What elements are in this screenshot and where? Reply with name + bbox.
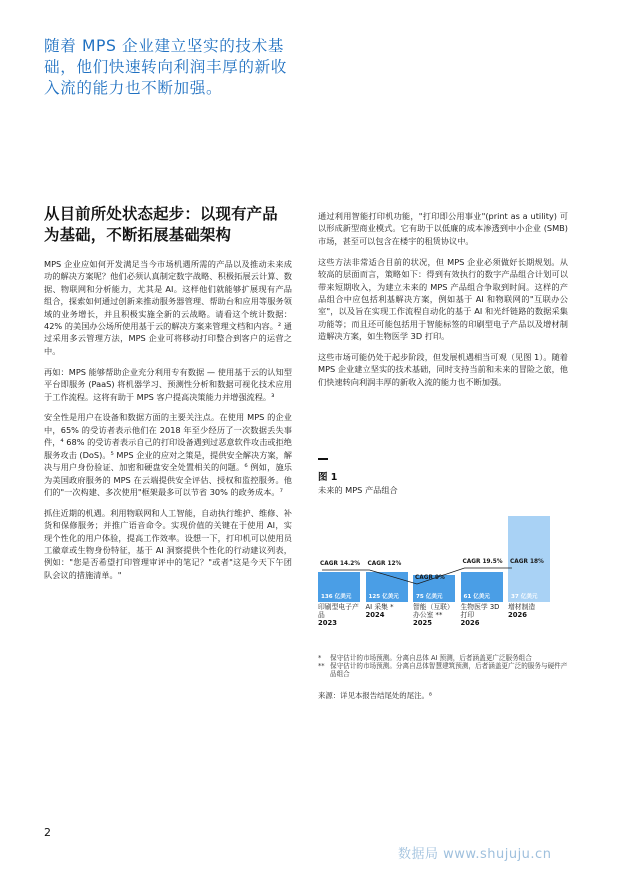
category-name: 增材制造	[508, 603, 536, 611]
category-year: 2024	[365, 611, 385, 620]
note	[318, 662, 568, 678]
category-label	[318, 603, 364, 628]
category-label	[508, 603, 554, 619]
pull-quote: 随着 MPS 企业建立坚实的技术基础，他们快速转向利润丰厚的新收入流的能力也不断加强。	[44, 37, 287, 97]
cagr-label: CAGR 19.5%	[462, 559, 503, 565]
note-text: 保守估计的市场预测。分离自总体智慧建筑预测，后者涵盖更广泛的服务与硬件产品组合	[330, 662, 568, 678]
note-mark: *	[318, 654, 322, 662]
left-column	[44, 204, 292, 590]
bar-value-label: 136 亿美元	[321, 594, 352, 600]
figure-notes	[318, 654, 568, 678]
paragraph: 安全性是用户在设备和数据方面的主要关注点。在使用 MPS 的企业中，65% 的受访者表示他们在 2018 年至少经历了一次数据丢失事件，⁴ 68% 的受访者表示自己的打印设备遇到过恶意软件攻击或拒绝服务攻击 (DoS)。⁵ MPS 企业的应对之策是，提供安全解决方案，解决与用户身份验证、加密和硬盘安全处置相关的问题。⁶ 例如，施乐为美国政府服务的 MPS 在云端提供安全评估、授权和监控服务。他们的"一次构建、多次使用"框架最多可以节省 30% 的政务成本。⁷	[44, 412, 292, 497]
cagr-label: CAGR 14.2%	[320, 561, 361, 567]
page-number: 2	[44, 826, 51, 839]
category-name: AI 采集 *	[365, 603, 394, 611]
right-column	[318, 210, 568, 397]
figure-header	[318, 458, 568, 496]
bar-value-label: 61 亿美元	[463, 594, 491, 600]
note-mark: **	[318, 662, 325, 670]
category-name: 智能（互联）办公室 **	[413, 603, 454, 620]
figure-title: 未来的 MPS 产品组合	[318, 485, 398, 495]
figure-label: 图 1	[318, 472, 338, 483]
paragraph: 这些方法非常适合目前的状况，但 MPS 企业必须做好长期规划。从较高的层面而言，策略如下：得到有效执行的数字产品组合计划可以带来短期收入，为建立未来的 MPS 产品组合争取到时间。这样的产品组合中应包括利基解决方案，例如基于 AI 和物联网的"互联办公室"，以及旨在实现工作流程自动化的基于 AI 和光纤链路的数据采集功能等；而且还可能包括用于智能标签的印刷型电子产品以及增材制造解决方案，如生物医学 3D 打印。	[318, 256, 568, 342]
category-year: 2026	[460, 619, 480, 628]
bar-value-label: 125 亿美元	[368, 594, 399, 600]
cagr-label: CAGR 18%	[510, 559, 544, 565]
bar-value-label: 37 亿美元	[511, 594, 538, 600]
paragraph: 通过利用智能打印机功能，"打印即公用事业"(print as a utility) 可以形成新型商业模式。它有助于以低廉的成本渗透到中小企业 (SMB) 市场，甚至可以包含在楼宇的租赁协议中。	[318, 211, 568, 246]
category-label	[366, 603, 412, 619]
paragraph: 抓住近期的机遇。利用物联网和人工智能，自动执行维护、维修、补货和保修服务；并推广语音命令。实现价值的关键在于使用 AI，实现个性化的用户体验，提高工作效率。设想一下，打印机可以使用员工徽章或生物身份特征，基于 AI 洞察提供个性化的行动建议列表，例如："您是否希望打印管理审评中的笔记？"或者"这是今天下午团队会议的措施清单。"	[44, 507, 292, 580]
category-name: 生物医学 3D 打印	[460, 603, 500, 620]
category-year: 2026	[508, 611, 527, 620]
cagr-trend-path	[322, 568, 512, 584]
category-year: 2023	[318, 619, 337, 628]
cagr-label: CAGR 12%	[367, 561, 402, 567]
category-name: 印刷型电子产品	[318, 603, 359, 620]
paragraph: 再如：MPS 能够帮助企业充分利用专有数据 — 使用基于云的认知型平台即服务 (PaaS) 将机器学习、预测性分析和数据可视化技术应用于工作流程。这将有助于 MPS 客户提高决策能力并增强流程。³	[44, 366, 292, 402]
paragraph: 这些市场可能仍处于起步阶段，但发展机遇相当可观（见图 1）。随着 MPS 企业建立坚实的技术基础，同时支持当前和未来的冒险之旅，他们快速转向利润丰厚的新收入流的能力也不断加强。	[318, 352, 568, 387]
category-label	[461, 603, 507, 628]
figure-source: 来源：详见本报告结尾处的尾注。⁸	[318, 691, 432, 700]
category-label	[413, 603, 459, 628]
note-text: 保守估计的市场预测。分离自总体 AI 预测，后者涵盖更广泛服务组合	[330, 654, 532, 662]
category-year: 2025	[413, 619, 432, 628]
note	[318, 654, 568, 662]
bar-value-label: 75 亿美元	[416, 594, 443, 600]
section-heading: 从目前所处状态起步：以现有产品为基础，不断拓展基础架构	[44, 205, 278, 244]
paragraph: MPS 企业应如何开发满足当今市场机遇所需的产品以及推动未来成功的解决方案呢？他们必须认真制定数字战略、积极拓展云计算、数据、物联网和分析能力，尤其是 AI。这样他们就能够扩展现有产品组合，探索如何通过创新来推动服务器管理、帮助台和应用等服务领域的业务增长，并且积极实施全新的云战略。请看这个统计数据：42% 的美国办公场所使用基于云的解决方案来管理文档和内容。² 通过采用多云管理方法，MPS 企业可将移动打印整合到客户的运营之中。	[44, 259, 292, 356]
figure-rule	[318, 458, 328, 460]
watermark: 数据局 www.shujuju.cn	[398, 847, 552, 862]
cagr-label: CAGR 9%	[415, 575, 445, 581]
